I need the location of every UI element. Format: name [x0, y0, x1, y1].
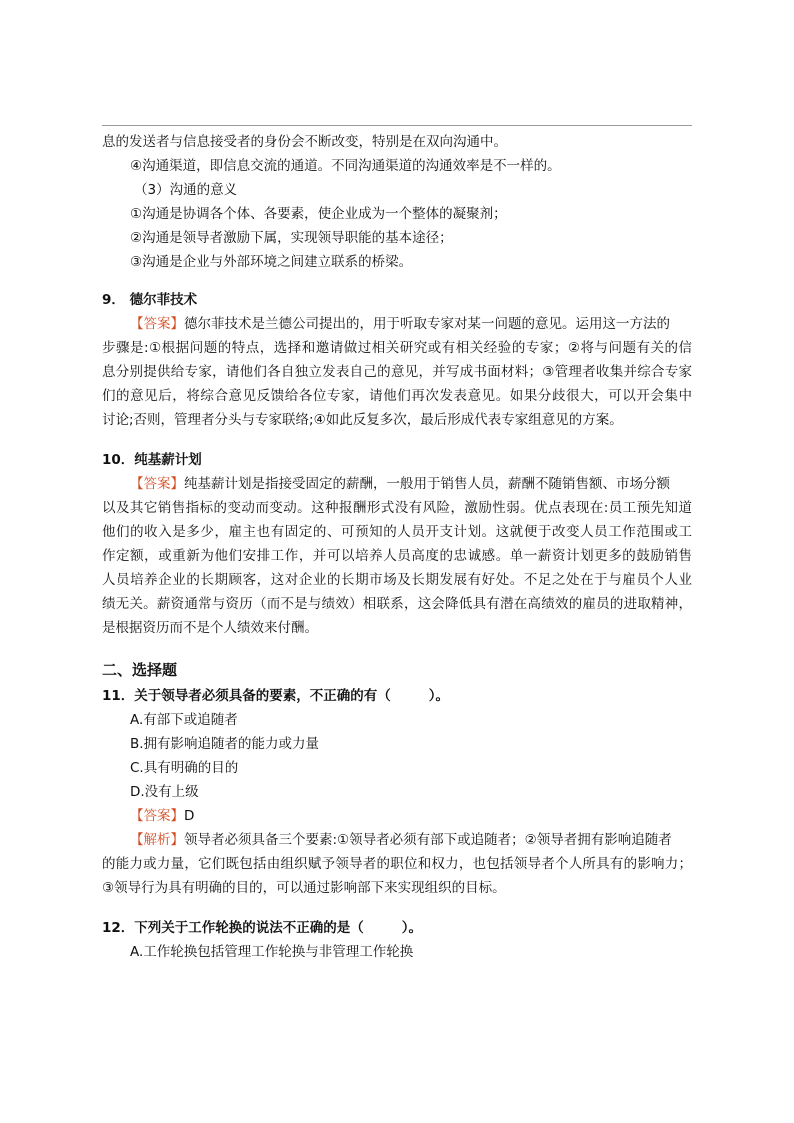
- paragraph-line: 息的发送者与信息接受者的身份会不断改变，特别是在双向沟通中。: [102, 134, 507, 150]
- stem-end: ）。: [428, 688, 450, 704]
- answer-tag: 【答案】: [130, 476, 184, 492]
- list-item: ③沟通是企业与外部环境之间建立联系的桥梁。: [130, 254, 413, 270]
- explanation-text: 领导者必须具备三个要素:①领导者必须有部下或追随者；②领导者拥有影响追随者: [184, 832, 672, 848]
- question-title: 9． 德尔菲技术: [102, 292, 198, 308]
- option-d: D.没有上级: [130, 784, 199, 800]
- explanation-tag: 【解析】: [130, 832, 184, 848]
- question-stem: [102, 918, 422, 938]
- answer-line: [130, 806, 194, 826]
- explanation-line: [130, 830, 692, 850]
- paragraph-line: 讨论;否则，管理者分头与专家联络;④如此反复多次，最后形成代表专家组意见的方案。: [102, 412, 623, 428]
- answer-tag: 【答案】: [130, 316, 184, 332]
- list-item: ④沟通渠道，即信息交流的通道。不同沟通渠道的沟通效率是不一样的。: [130, 158, 561, 174]
- option-b: B.拥有影响追随者的能力或力量: [130, 736, 320, 752]
- paragraph-line: 作定额，或重新为他们安排工作，并可以培养人员高度的忠诚感。单一薪资计划更多的鼓励销售: [102, 548, 692, 564]
- answer-text: 德尔菲技术是兰德公司提出的，用于听取专家对某一问题的意见。运用这一方法的: [184, 316, 670, 332]
- paragraph-line: 他们的收入是多少，雇主也有固定的、可预知的人员开支计划。这就便于改变人员工作范围或工: [102, 524, 692, 540]
- paragraph-line: 绩无关。薪资通常与资历（而不是与绩效）相联系，这会降低具有潜在高绩效的雇员的进取精神，: [102, 596, 692, 612]
- answer-line: [130, 314, 692, 334]
- paragraph-line: 人员培养企业的长期顾客，这对企业的长期市场及长期发展有好处。不足之处在于与雇员个人业: [102, 572, 692, 588]
- subsection-heading: （3）沟通的意义: [134, 182, 238, 198]
- paragraph-line: 以及其它销售指标的变动而变动。这种报酬形式没有风险，激励性弱。优点表现在:员工预先知道: [102, 500, 692, 516]
- option-c: C.具有明确的目的: [130, 760, 239, 776]
- section-heading: 二、选择题: [102, 661, 178, 679]
- question-title: 10．纯基薪计划: [102, 452, 202, 468]
- paragraph-line: 步骤是:①根据问题的特点，选择和邀请做过相关研究或有相关经验的专家；②将与问题有关的信: [102, 340, 692, 356]
- answer-text: 纯基薪计划是指接受固定的薪酬，一般用于销售人员，薪酬不随销售额、市场分额: [184, 476, 670, 492]
- list-item: ②沟通是领导者激励下属，实现领导职能的基本途径；: [130, 230, 453, 246]
- stem-end: ）。: [401, 920, 423, 936]
- list-item: ①沟通是协调各个体、各要素，使企业成为一个整体的凝聚剂；: [130, 206, 507, 222]
- header-rule: [102, 125, 692, 126]
- paragraph-line: 息分别提供给专家，请他们各自独立发表自己的意见，并写成书面材料；③管理者收集并综合专家: [102, 364, 692, 380]
- option-a: A.工作轮换包括管理工作轮换与非管理工作轮换: [130, 944, 414, 960]
- paragraph-line: 是根据资历而不是个人绩效来付酬。: [102, 620, 318, 636]
- paragraph-line: 们的意见后，将综合意见反馈给各位专家，请他们再次发表意见。如果分歧很大，可以开会集中: [102, 388, 692, 404]
- stem-text: 11．关于领导者必须具备的要素，不正确的有（: [102, 688, 391, 704]
- answer-line: [130, 474, 670, 494]
- stem-text: 12．下列关于工作轮换的说法不正确的是（: [102, 920, 364, 936]
- paragraph-line: 的能力或力量，它们既包括由组织赋予领导者的职位和权力，也包括领导者个人所具有的影响力；: [102, 856, 692, 872]
- paragraph-line: ③领导行为具有明确的目的，可以通过影响部下来实现组织的目标。: [102, 880, 506, 896]
- answer-tag: 【答案】: [130, 808, 184, 824]
- answer-value: D: [184, 808, 195, 824]
- question-stem: [102, 686, 449, 706]
- option-a: A.有部下或追随者: [130, 712, 238, 728]
